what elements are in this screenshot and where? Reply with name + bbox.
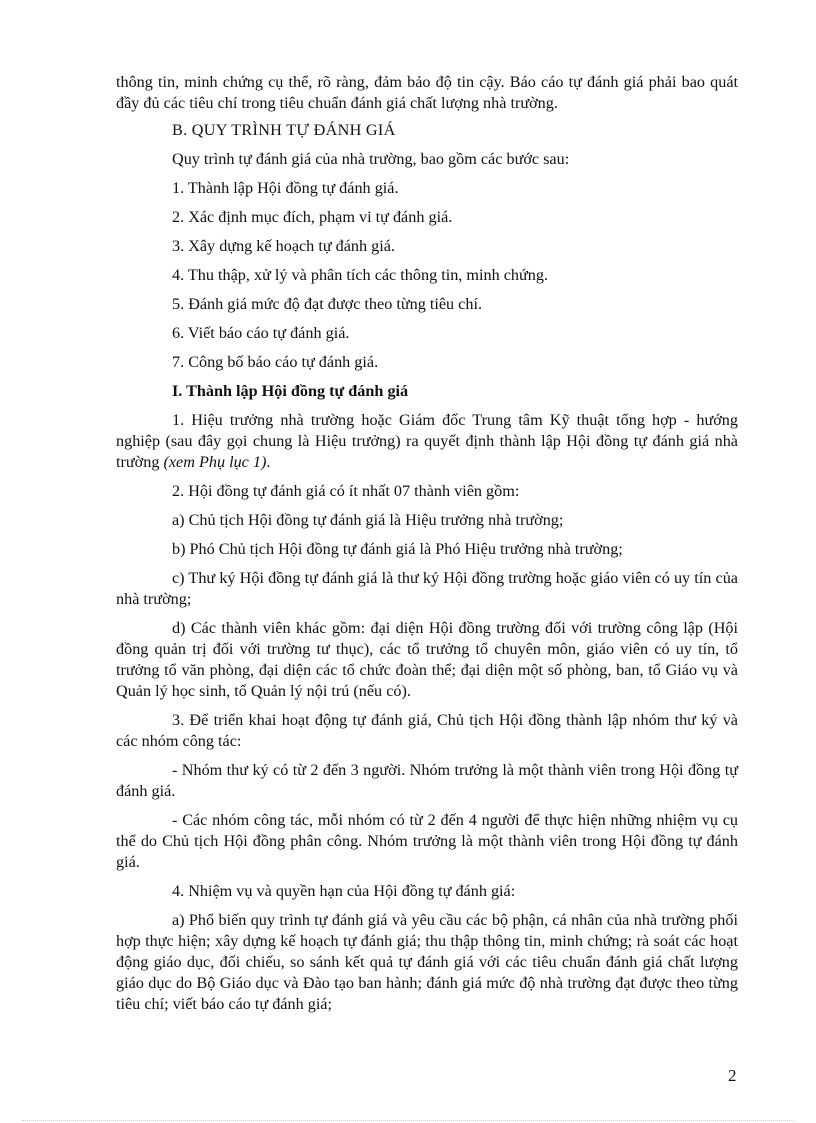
step-item: 5. Đánh giá mức độ đạt được theo từng tiêu chí. <box>172 295 482 313</box>
document-page <box>116 72 738 1023</box>
section-heading-i: I. Thành lập Hội đồng tự đánh giá <box>172 382 409 400</box>
step-item: 4. Thu thập, xử lý và phân tích các thông tin, minh chứng. <box>172 266 549 284</box>
step-item: 1. Thành lập Hội đồng tự đánh giá. <box>172 179 399 197</box>
footer-divider <box>22 1120 794 1121</box>
section-heading-b: B. QUY TRÌNH TỰ ĐÁNH GIÁ <box>172 121 396 139</box>
paragraph-3a: - Nhóm thư ký có từ 2 đến 3 người. Nhóm trưởng là một thành viên trong Hội đồng tự đánh giá. <box>116 761 738 800</box>
paragraph-2c: c) Thư ký Hội đồng tự đánh giá là thư ký Hội đồng trường hoặc giáo viên có uy tín của nhà trường; <box>116 569 738 608</box>
paragraph-4a: a) Phổ biến quy trình tự đánh giá và yêu cầu các bộ phận, cá nhân của nhà trường phối hợp thực hiện; xây dựng kế hoạch tự đánh giá; thu thập thông tin, minh chứng; rà soát các hoạt động giáo dục, đối chiếu, so sánh kết quả tự đánh giá với các tiêu chuẩn đánh giá chất lượng giáo dục do Bộ Giáo dục và Đào tạo ban hành; đánh giá mức độ nhà trường đạt được theo từng tiêu chí; viết báo cáo tự đánh giá; <box>116 911 738 1013</box>
appendix-reference: (xem Phụ lục 1) <box>163 453 267 471</box>
step-item: 6. Viết báo cáo tự đánh giá. <box>172 324 350 342</box>
paragraph-continued: thông tin, minh chứng cụ thể, rõ ràng, đảm bảo độ tin cậy. Báo cáo tự đánh giá phải bao quát đầy đủ các tiêu chí trong tiêu chuẩn đánh giá chất lượng nhà trường. <box>116 73 738 112</box>
step-item: 7. Công bố báo cáo tự đánh giá. <box>172 353 379 371</box>
paragraph-2: 2. Hội đồng tự đánh giá có ít nhất 07 thành viên gồm: <box>172 482 520 500</box>
step-item: 2. Xác định mục đích, phạm vi tự đánh giá. <box>172 208 453 226</box>
paragraph-1 <box>116 410 738 473</box>
procedure-intro: Quy trình tự đánh giá của nhà trường, bao gồm các bước sau: <box>172 150 570 168</box>
step-item: 3. Xây dựng kế hoạch tự đánh giá. <box>172 237 395 255</box>
paragraph-2a: a) Chủ tịch Hội đồng tự đánh giá là Hiệu trưởng nhà trường; <box>172 511 564 529</box>
paragraph-4: 4. Nhiệm vụ và quyền hạn của Hội đồng tự đánh giá: <box>172 882 516 900</box>
paragraph-1-end: . <box>266 453 271 471</box>
paragraph-2b: b) Phó Chủ tịch Hội đồng tự đánh giá là Phó Hiệu trưởng nhà trường; <box>172 540 623 558</box>
paragraph-3b: - Các nhóm công tác, mỗi nhóm có từ 2 đến 4 người để thực hiện những nhiệm vụ cụ thể do Chủ tịch Hội đồng phân công. Nhóm trưởng là một thành viên trong Hội đồng tự đánh giá. <box>116 811 738 871</box>
paragraph-2d: d) Các thành viên khác gồm: đại diện Hội đồng trường đối với trường công lập (Hội đồng quản trị đối với trường tư thục), các tổ trưởng tổ chuyên môn, giáo viên có uy tín, tổ trưởng tổ văn phòng, đại diện các tổ chức đoàn thể; đại diện một số phòng, ban, tổ Giáo vụ và Quản lý học sinh, tổ Quản lý nội trú (nếu có). <box>116 619 738 700</box>
page-number: 2 <box>728 1066 737 1085</box>
paragraph-1-text: 1. Hiệu trưởng nhà trường hoặc Giám đốc Trung tâm Kỹ thuật tổng hợp - hướng nghiệp (sau đây gọi chung là Hiệu trưởng) ra quyết định thành lập Hội đồng tự đánh giá nhà trường <box>116 411 738 471</box>
paragraph-3: 3. Để triển khai hoạt động tự đánh giá, Chủ tịch Hội đồng thành lập nhóm thư ký và các nhóm công tác: <box>116 711 738 750</box>
